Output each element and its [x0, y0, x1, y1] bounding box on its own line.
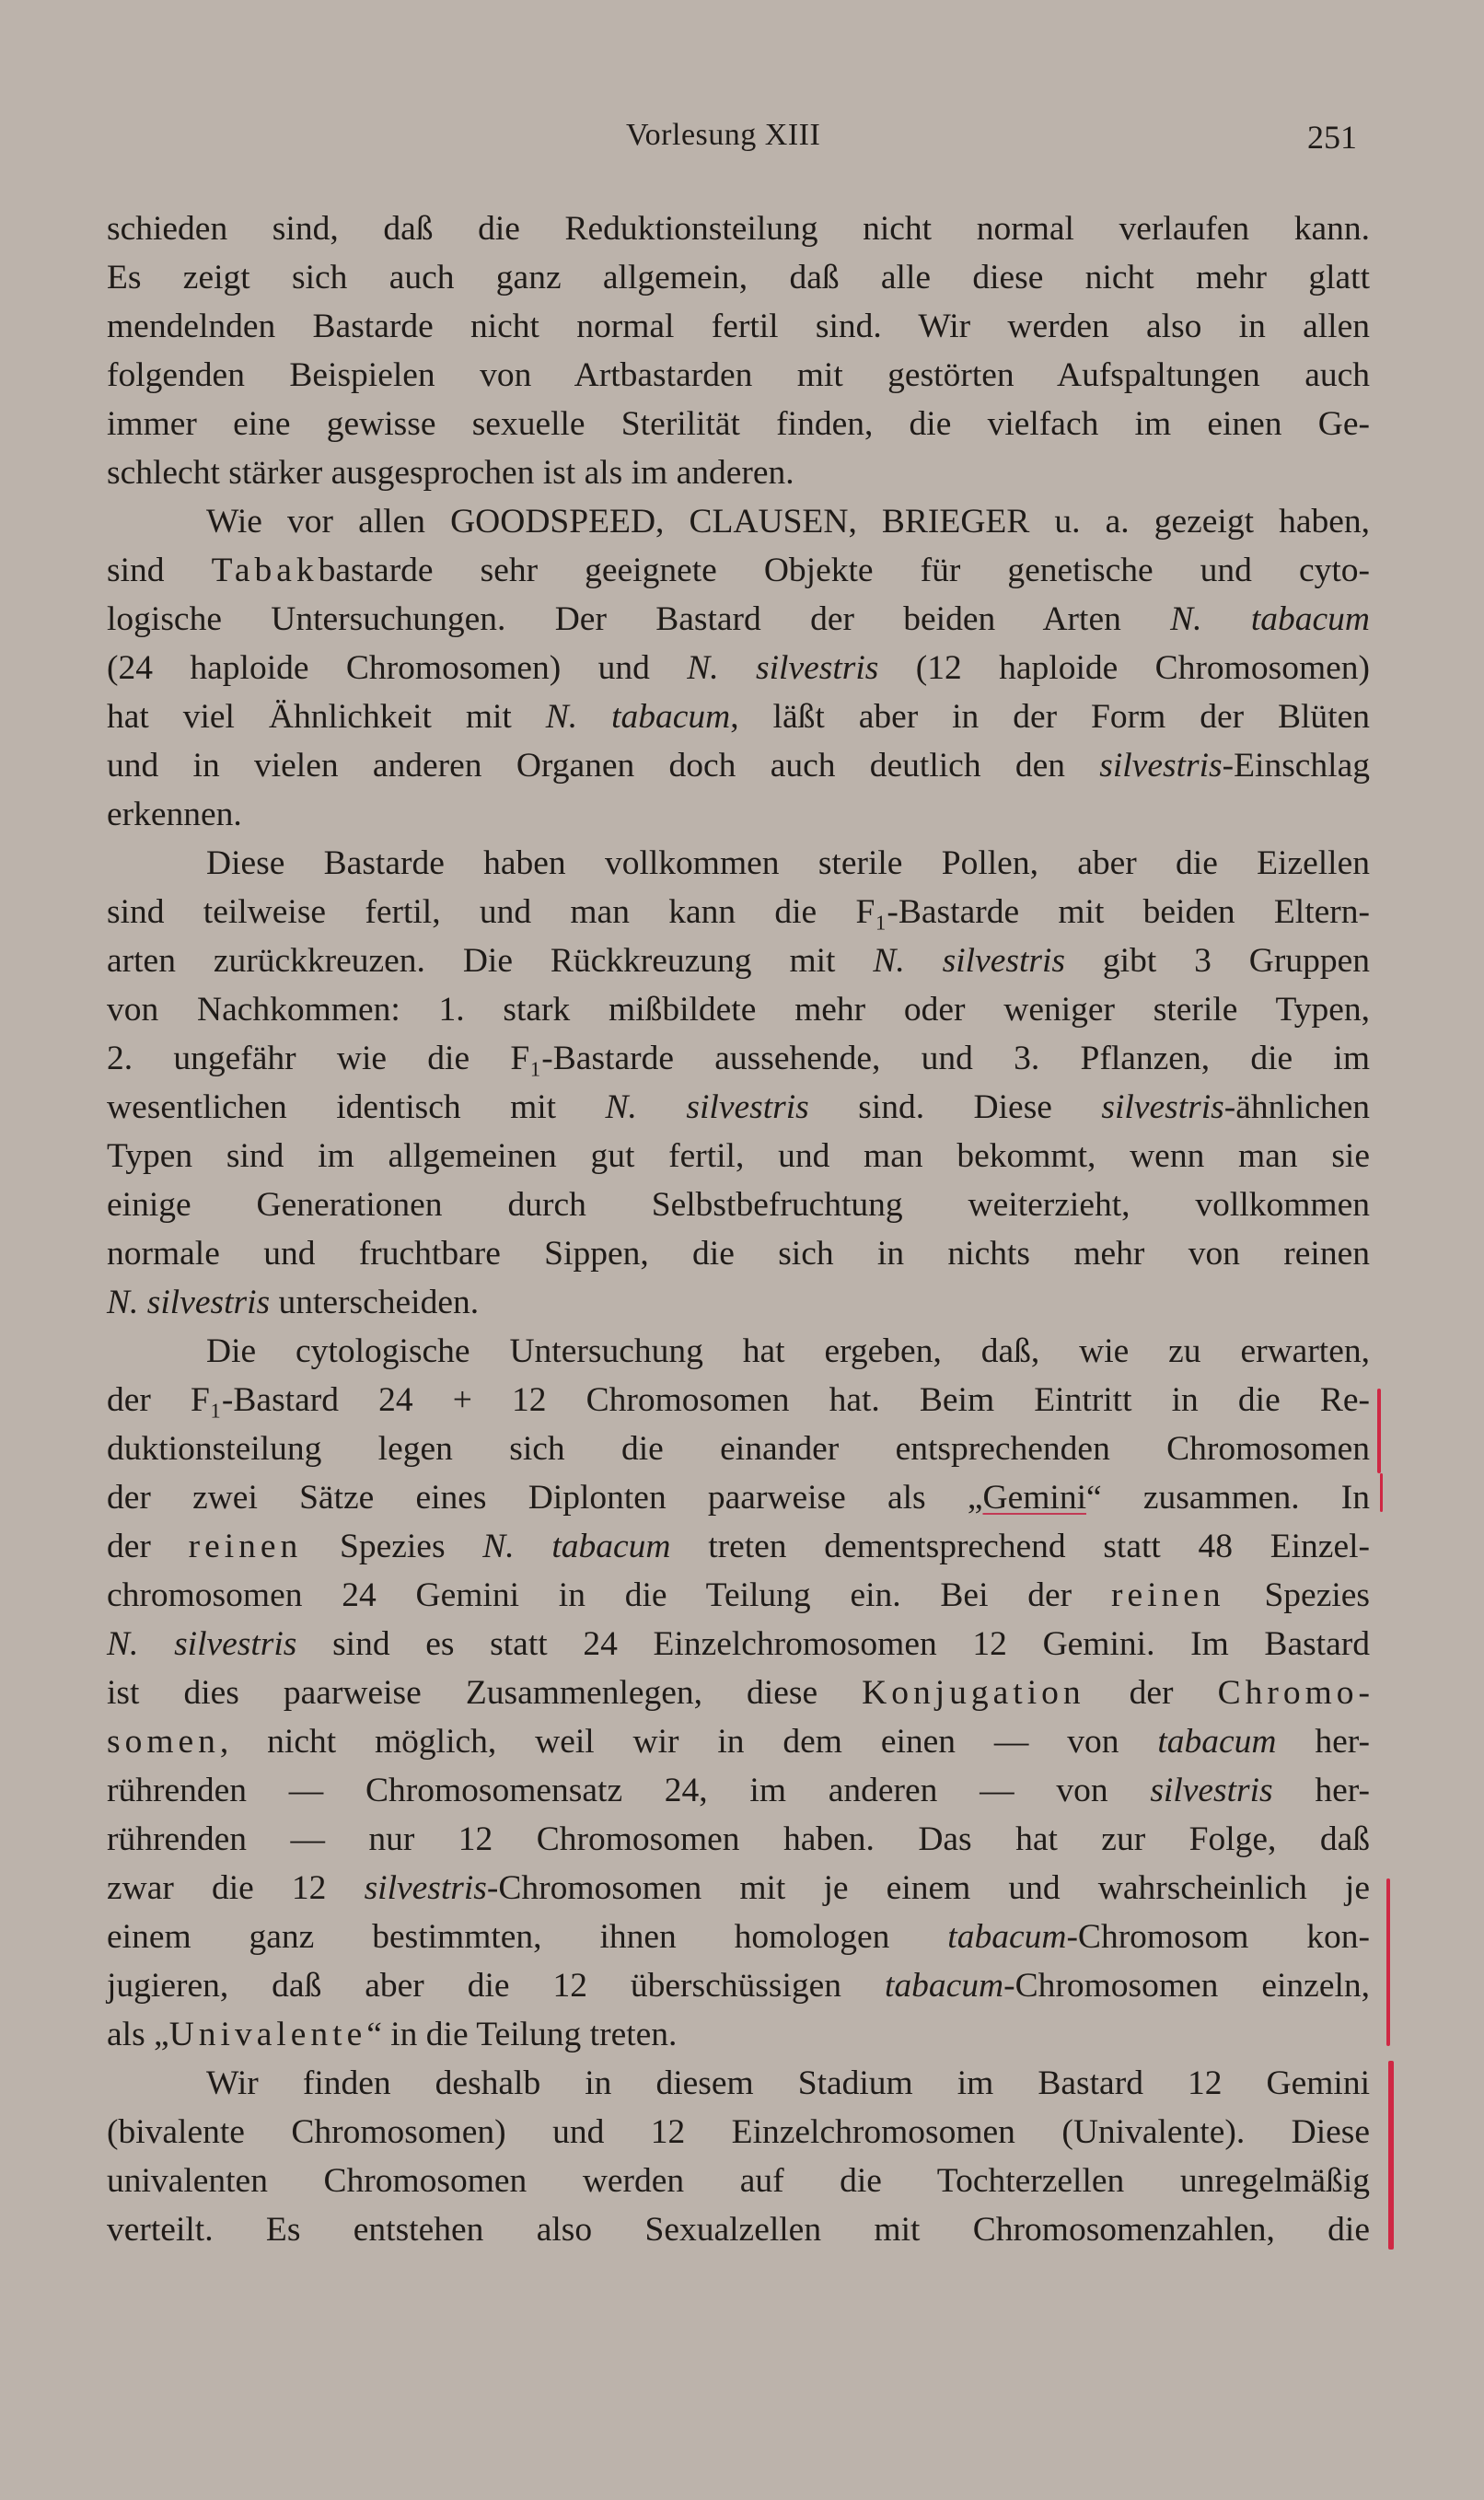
text-line: N. silvestris sind es statt 24 Einzelchromosomen 12 Gemini. Im Bastard — [107, 1625, 1370, 1663]
text-line: N. silvestris unterscheiden. — [107, 1284, 480, 1321]
text-line: arten zurückkreuzen. Die Rückkreuzung mit N. silvestris gibt 3 Gruppen — [107, 942, 1370, 980]
text-line: wesentlichen identisch mit N. silvestris sind. Diese silvestris-ähnlichen — [107, 1088, 1371, 1126]
text-line: (24 haploide Chromosomen) und N. silvestris (12 haploide Chromosomen) — [107, 649, 1370, 687]
text-line: und in vielen anderen Organen doch auch deutlich den silvestris-Einschlag — [107, 747, 1370, 785]
text-line: Typen sind im allgemeinen gut fertil, und man bekommt, wenn man sie — [107, 1137, 1370, 1175]
text-line: (bivalente Chromosomen) und 12 Einzelchromosomen (Univalente). Diese — [107, 2113, 1370, 2151]
running-title: Vorlesung XIII — [626, 118, 821, 152]
body-text — [107, 204, 1370, 2254]
text-line: 2. ungefähr wie die F₁-Bastarde aussehende, und 3. Pflanzen, die im — [107, 1040, 1370, 1077]
text-line: der reinen Spezies N. tabacum treten dementsprechend statt 48 Einzel- — [107, 1528, 1370, 1565]
text-line: Die cytologische Untersuchung hat ergeben, daß, wie zu erwarten, — [206, 1332, 1370, 1370]
text-line: zwar die 12 silvestris-Chromosomen mit je einem und wahrscheinlich je — [107, 1869, 1370, 1907]
text-line: duktionsteilung legen sich die einander entsprechenden Chromosomen — [107, 1430, 1370, 1468]
text-line: als „Univalente“ in die Teilung treten. — [107, 2016, 678, 2053]
text-line: schieden sind, daß die Reduktionsteilung nicht normal verlaufen kann. — [107, 210, 1370, 248]
text-line: sind teilweise fertil, und man kann die F₁-Bastarde mit beiden Eltern- — [107, 893, 1370, 931]
text-line: einige Generationen durch Selbstbefruchtung weiterzieht, vollkommen — [107, 1186, 1370, 1224]
page-header — [0, 118, 1484, 164]
text-line: schlecht stärker ausgesprochen ist als im anderen. — [107, 454, 794, 492]
text-line: hat viel Ähnlichkeit mit N. tabacum, läßt aber in der Form der Blüten — [107, 698, 1370, 736]
margin-annotation-mark — [1380, 1473, 1383, 1512]
text-line: immer eine gewisse sexuelle Sterilität finden, die vielfach im einen Ge- — [107, 405, 1370, 443]
text-line: Wir finden deshalb in diesem Stadium im Bastard 12 Gemini — [206, 2064, 1370, 2102]
text-line: Wie vor allen GOODSPEED, CLAUSEN, BRIEGER u. a. gezeigt haben, — [206, 503, 1371, 541]
text-line: univalenten Chromosomen werden auf die Tochterzellen unregelmäßig — [107, 2162, 1370, 2200]
text-line: der zwei Sätze eines Diplonten paarweise als „Gemini“ zusammen. In — [107, 1479, 1370, 1517]
text-line: logische Untersuchungen. Der Bastard der beiden Arten N. tabacum — [107, 600, 1371, 638]
margin-annotation-mark — [1386, 1878, 1390, 2046]
text-line: rührenden — Chromosomensatz 24, im anderen — von silvestris her- — [107, 1772, 1370, 1809]
page-number: 251 — [1307, 119, 1357, 156]
text-line: mendelnden Bastarde nicht normal fertil sind. Wir werden also in allen — [107, 308, 1370, 345]
text-line: sind Tabakbastarde sehr geeignete Objekte für genetische und cyto- — [107, 552, 1370, 589]
text-line: Diese Bastarde haben vollkommen sterile Pollen, aber die Eizellen — [206, 844, 1370, 882]
text-line: einem ganz bestimmten, ihnen homologen tabacum-Chromosom kon- — [107, 1918, 1370, 1956]
text-line: von Nachkommen: 1. stark mißbildete mehr oder weniger sterile Typen, — [107, 991, 1370, 1029]
text-line: somen, nicht möglich, weil wir in dem einen — von tabacum her- — [107, 1723, 1370, 1761]
text-line: ist dies paarweise Zusammenlegen, diese Konjugation der Chromo- — [107, 1674, 1370, 1712]
margin-annotation-mark — [1388, 2061, 1394, 2250]
text-line: der F₁-Bastard 24 + 12 Chromosomen hat. Beim Eintritt in die Re- — [107, 1381, 1370, 1419]
text-line: Es zeigt sich auch ganz allgemein, daß alle diese nicht mehr glatt — [107, 259, 1370, 297]
text-line: verteilt. Es entstehen also Sexualzellen mit Chromosomenzahlen, die — [107, 2211, 1370, 2249]
text-line: folgenden Beispielen von Artbastarden mit gestörten Aufspaltungen auch — [107, 356, 1370, 394]
margin-annotation-mark — [1377, 1389, 1381, 1473]
text-line: chromosomen 24 Gemini in die Teilung ein. Bei der reinen Spezies — [107, 1576, 1370, 1614]
text-line: normale und fruchtbare Sippen, die sich in nichts mehr von reinen — [107, 1235, 1370, 1273]
text-line: jugieren, daß aber die 12 überschüssigen tabacum-Chromosomen einzeln, — [107, 1967, 1371, 2005]
text-line: erkennen. — [107, 796, 242, 833]
text-line: rührenden — nur 12 Chromosomen haben. Das hat zur Folge, daß — [107, 1820, 1370, 1858]
